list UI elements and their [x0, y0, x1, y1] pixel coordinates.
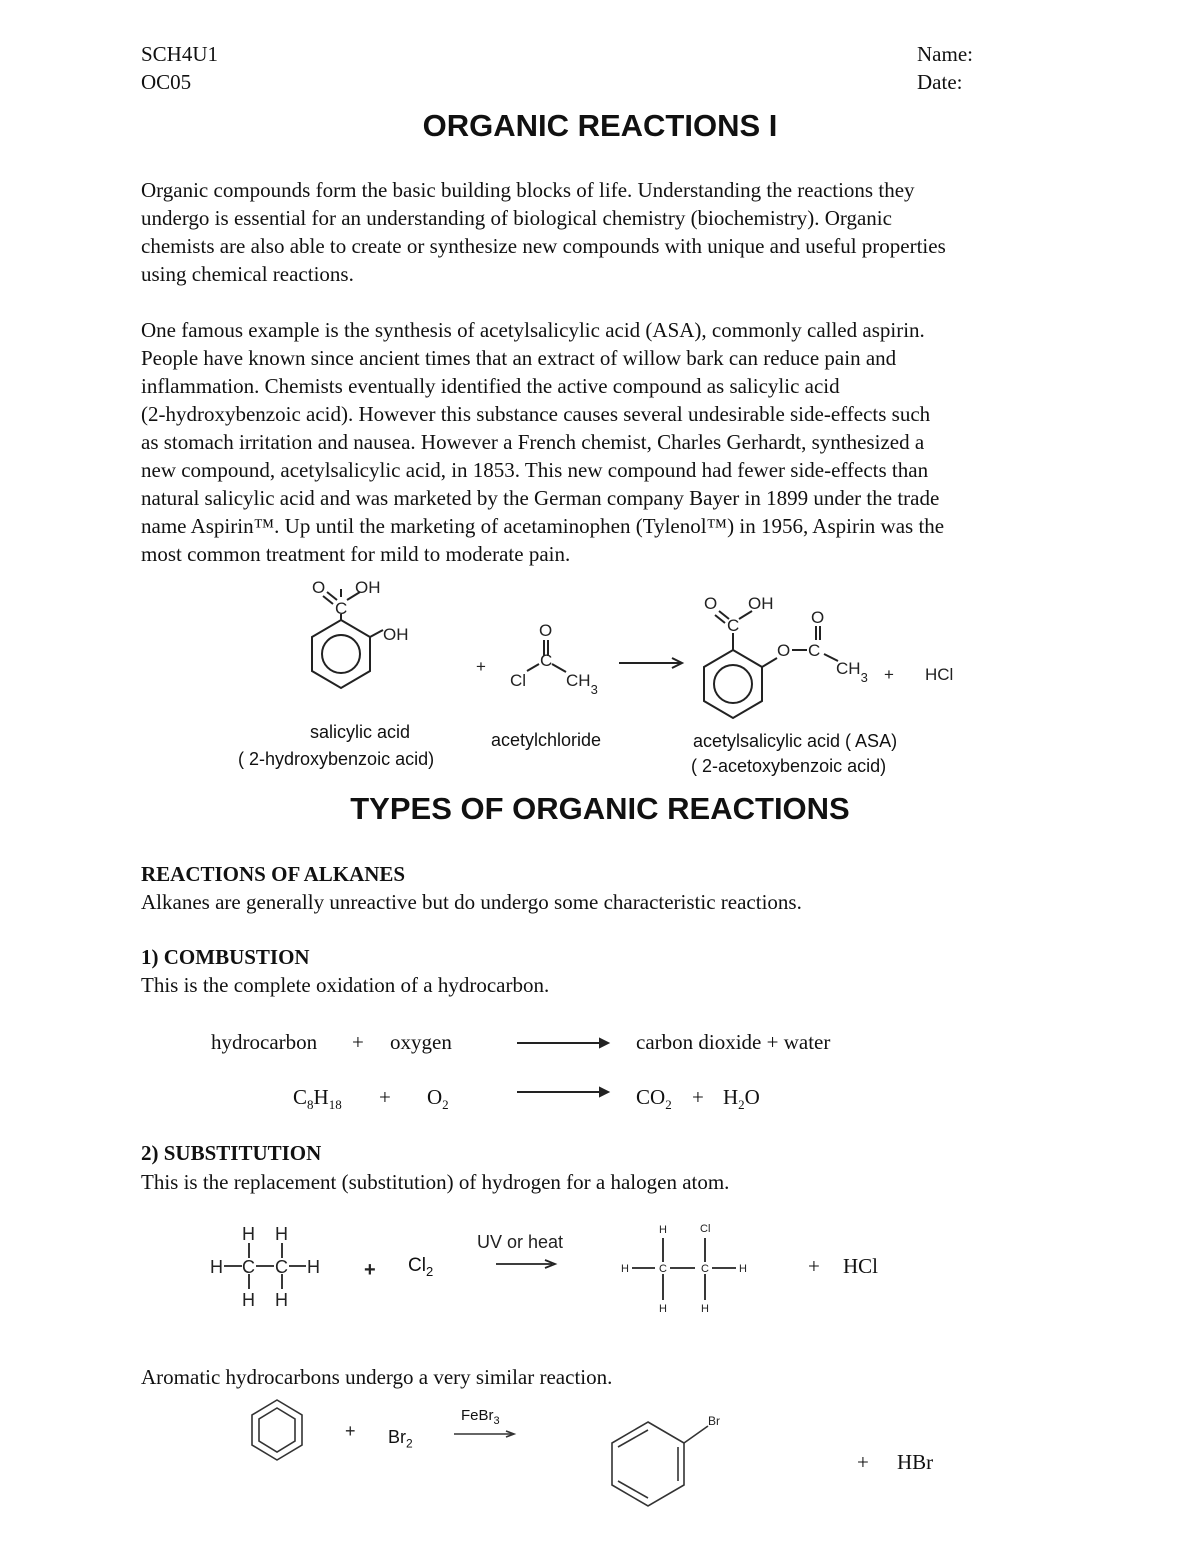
substitution-heading: 2) SUBSTITUTION: [141, 1141, 322, 1165]
atom-oh: OH: [383, 625, 409, 644]
plus-sign: +: [476, 657, 486, 676]
atom-c: C: [242, 1257, 255, 1277]
atom-cl: Cl: [510, 671, 527, 690]
aspirin-line: natural salicylic acid and was marketed by the German company Bayer in 1899 under the trade: [141, 486, 940, 510]
reagent-cl2: $Cl_2$: [408, 1255, 434, 1279]
aspirin-line: People have known since ancient times that an extract of willow bark can reduce pain and: [141, 346, 897, 370]
byproduct-hbr: HBr: [897, 1450, 934, 1474]
intro-line: using chemical reactions.: [141, 262, 354, 286]
atom-c: C: [335, 599, 348, 618]
course-code: SCH4U1: [141, 42, 219, 66]
atom-c: C: [275, 1257, 288, 1277]
page-title: ORGANIC REACTIONS I: [422, 108, 778, 143]
atom-o: O: [539, 621, 553, 640]
combustion-description: This is the complete oxidation of a hydrocarbon.: [141, 973, 550, 997]
atom-c: C: [808, 641, 821, 660]
atom-c: C: [701, 1263, 709, 1275]
aspirin-line: inflammation. Chemists eventually identified the active compound as salicylic acid: [141, 374, 840, 398]
atom-h: H: [701, 1303, 709, 1315]
atom-h: H: [275, 1224, 288, 1244]
unit-code: OC05: [141, 70, 192, 94]
combustion-heading: 1) COMBUSTION: [141, 945, 310, 969]
plus-sign: +: [364, 1259, 376, 1281]
atom-h: H: [739, 1263, 747, 1275]
substitution-description: This is the replacement (substitution) of hydrogen for a halogen atom.: [141, 1170, 730, 1194]
byproduct-hcl: HCl: [843, 1254, 879, 1278]
atom-o: O: [312, 578, 326, 597]
asa-iupac: ( 2-acetoxybenzoic acid): [691, 756, 887, 776]
atom-h: H: [210, 1257, 223, 1277]
formula-h2o: $H_2O$: [723, 1085, 760, 1113]
atom-oh: OH: [355, 578, 381, 597]
atom-oh: OH: [748, 594, 774, 613]
formula-o2: $O_2$: [427, 1085, 449, 1113]
aspirin-line: new compound, acetylsalicylic acid, in 1853. This new compound had fewer side-effects than: [141, 458, 929, 482]
atom-o: O: [811, 608, 825, 627]
atom-cl: Cl: [700, 1223, 711, 1235]
word-reactant-oxygen: oxygen: [390, 1030, 452, 1054]
date-label: Date:: [917, 70, 963, 94]
intro-line: Organic compounds form the basic building blocks of life. Understanding the reactions they: [141, 178, 915, 202]
intro-line: undergo is essential for an understanding of biological chemistry (biochemistry). Organic: [141, 206, 892, 230]
salicylic-acid-label: salicylic acid: [310, 722, 411, 742]
alkanes-intro: Alkanes are generally unreactive but do undergo some characteristic reactions.: [141, 890, 802, 914]
reaction-condition: UV or heat: [477, 1232, 564, 1252]
aspirin-line: One famous example is the synthesis of acetylsalicylic acid (ASA), commonly called aspirin.: [141, 318, 925, 342]
plus-sign: +: [808, 1254, 820, 1278]
formula-co2: $CO_2$: [636, 1085, 672, 1113]
intro-line: chemists are also able to create or synthesize new compounds with unique and useful properties: [141, 234, 946, 258]
plus-sign: +: [884, 665, 894, 684]
benzene-ring-product: [612, 1422, 684, 1506]
atom-h: H: [659, 1303, 667, 1315]
atom-o: O: [777, 641, 791, 660]
atom-ch3: $CH_3$: [566, 671, 598, 697]
reagent-br2: $Br_2$: [388, 1427, 413, 1451]
plus-sign: +: [352, 1030, 364, 1054]
plus-sign: +: [692, 1085, 704, 1109]
aspirin-line: (2-hydroxybenzoic acid). However this substance causes several undesirable side-effects such: [141, 402, 931, 426]
name-label: Name:: [917, 42, 973, 66]
types-title: TYPES OF ORGANIC REACTIONS: [350, 791, 850, 826]
atom-h: H: [307, 1257, 320, 1277]
plus-sign: +: [379, 1085, 391, 1109]
atom-c: C: [659, 1263, 667, 1275]
acetylchloride-label: acetylchloride: [491, 730, 602, 750]
byproduct-hcl: HCl: [925, 665, 954, 684]
atom-h: H: [659, 1224, 667, 1236]
atom-h: H: [242, 1290, 255, 1310]
plus-sign: +: [857, 1450, 869, 1474]
word-products: carbon dioxide + water: [636, 1030, 831, 1054]
asa-label: acetylsalicylic acid ( ASA): [693, 731, 898, 751]
aspirin-line: as stomach irritation and nausea. However a French chemist, Charles Gerhardt, synthesized a: [141, 430, 925, 454]
atom-ch3: $CH_3$: [836, 659, 868, 685]
atom-h: H: [275, 1290, 288, 1310]
formula-c8h18: $C_8H_{18}$: [293, 1085, 342, 1113]
atom-o: O: [704, 594, 718, 613]
alkanes-heading: REACTIONS OF ALKANES: [141, 862, 406, 886]
salicylic-acid-iupac: ( 2-hydroxybenzoic acid): [238, 749, 435, 769]
aspirin-line: name Aspirin™. Up until the marketing of acetaminophen (Tylenol™) in 1956, Aspirin was the: [141, 514, 945, 538]
word-reactant-hydrocarbon: hydrocarbon: [211, 1030, 318, 1054]
aspirin-line: most common treatment for mild to moderate pain.: [141, 542, 571, 566]
plus-sign: +: [345, 1421, 356, 1441]
atom-h: H: [621, 1263, 629, 1275]
aromatic-description: Aromatic hydrocarbons undergo a very similar reaction.: [141, 1365, 613, 1389]
atom-h: H: [242, 1224, 255, 1244]
catalyst-febr3: FeBr$_3$: [461, 1407, 500, 1427]
atom-c: C: [727, 616, 740, 635]
substituent-br: Br: [708, 1414, 720, 1428]
atom-c: C: [540, 651, 553, 670]
